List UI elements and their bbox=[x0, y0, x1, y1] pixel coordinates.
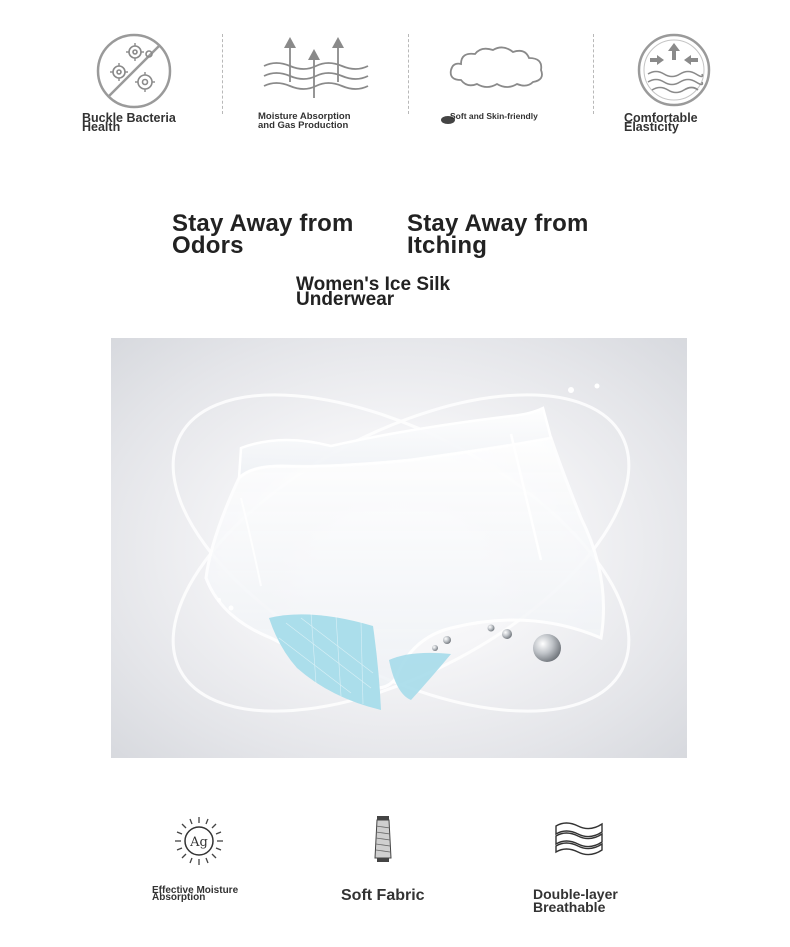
headline-odors: Stay Away from Odors bbox=[172, 210, 354, 259]
silver-ion-symbol: Ag bbox=[190, 835, 208, 850]
product-image bbox=[111, 338, 687, 758]
divider bbox=[593, 34, 594, 114]
headline-itching: Stay Away from Itching bbox=[407, 210, 589, 259]
elasticity-icon bbox=[636, 32, 712, 108]
bacteria-icon bbox=[95, 32, 173, 110]
feature-soft-label: Soft and Skin-friendly bbox=[450, 111, 538, 121]
feature-bacteria-label: Buckle Bacteria Health bbox=[82, 111, 176, 134]
feature-double-layer-label: Double-layer Breathable bbox=[533, 886, 618, 915]
thread-spool-icon bbox=[372, 816, 394, 862]
silver-ion-icon bbox=[174, 816, 224, 866]
feature-moisture-absorption-label: Effective Moisture Absorption bbox=[152, 885, 239, 903]
cloud-icon bbox=[447, 42, 547, 90]
product-title: Women's Ice Silk Underwear bbox=[296, 274, 451, 310]
divider bbox=[222, 34, 223, 114]
underwear-illustration bbox=[111, 338, 687, 758]
divider bbox=[408, 34, 409, 114]
feature-soft-fabric-label: Soft Fabric bbox=[341, 887, 425, 904]
feature-elasticity-label: Comfortable Elasticity bbox=[624, 111, 698, 134]
moisture-arrows-icon bbox=[262, 36, 370, 102]
feature-moisture-label: Moisture Absorption and Gas Production bbox=[258, 111, 351, 131]
fabric-layers-icon bbox=[552, 818, 606, 860]
